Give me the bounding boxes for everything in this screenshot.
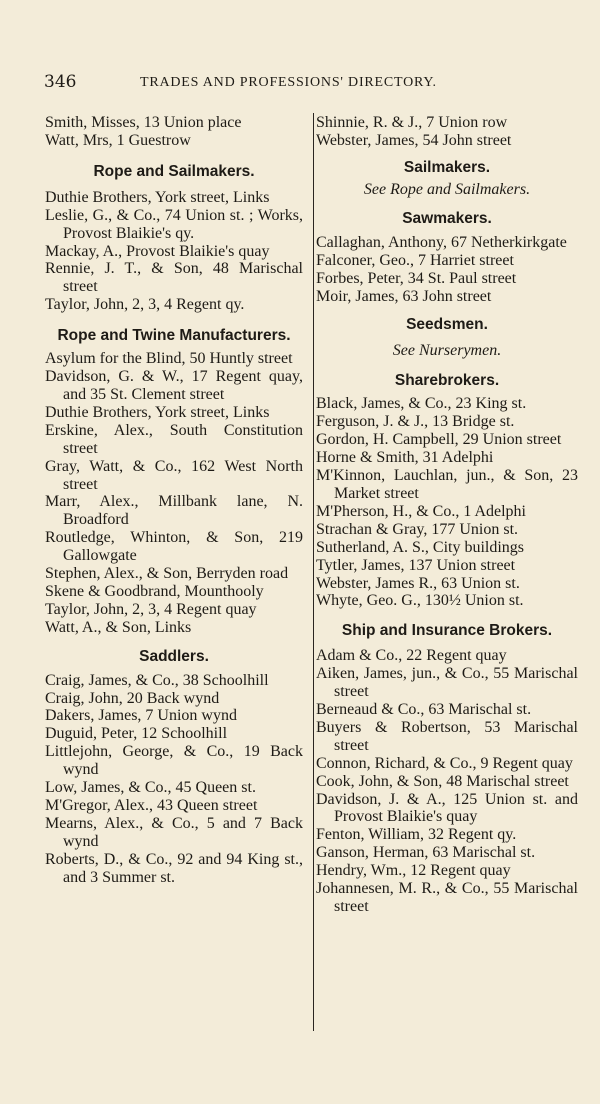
right-column [316,114,578,916]
listing-entry: Forbes, Peter, 34 St. Paul street [316,269,517,287]
section-heading-saddlers: Saddlers. [139,647,209,665]
listing-entry: Roberts, D., & Co., 92 and 94 King st., and 3 Summer st. [45,850,303,886]
listing-entry: Strachan & Gray, 177 Union st. [316,520,519,538]
listing-entry: Aiken, James, jun., & Co., 55 Marischal street [316,665,578,701]
section-heading-sharebrokers: Sharebrokers. [394,372,500,390]
listing-entry: Shinnie, R. & J., 7 Union row [316,114,508,131]
cross-reference: See Rope and Sailmakers. [363,180,531,198]
listing-entry: Whyte, Geo. G., 130½ Union st. [316,592,524,610]
listing-entry: Webster, James, 54 John street [316,131,512,149]
listing-entry: Davidson, G. & W., 17 Regent quay, and 35 St. Clement street [45,368,303,403]
listing-entry: Ganson, Herman, 63 Marischal st. [316,844,536,862]
listing-entry: Duthie Brothers, York street, Links [45,188,270,206]
page-number: 346 [44,72,77,92]
left-column [45,114,303,887]
column-divider [313,113,314,1031]
listing-entry: Skene & Goodbrand, Mounthooly [45,582,264,600]
listing-entry: Taylor, John, 2, 3, 4 Regent qy. [45,296,245,314]
listing-entry: Duthie Brothers, York street, Links [45,403,270,421]
listing-entry: Ferguson, J. & J., 13 Bridge st. [316,413,515,431]
listing-entry: Marr, Alex., Millbank lane, N. Broadford [45,493,303,529]
listing-entry: Erskine, Alex., South Constitution street [45,421,303,457]
listing-entry: Craig, James, & Co., 38 Schoolhill [45,671,269,689]
listing-entry: Cook, John, & Son, 48 Marischal street [316,772,569,790]
listing-entry: Asylum for the Blind, 50 Huntly street [45,350,293,368]
listing-entry: Adam & Co., 22 Regent quay [316,647,507,665]
listing-entry: Mearns, Alex., & Co., 5 and 7 Back wynd [45,814,303,850]
section-heading-sawmakers: Sawmakers. [402,209,492,227]
listing-entry: Webster, James R., 63 Union st. [316,574,520,592]
section-heading-ship-insurance: Ship and Insurance Brokers. [341,622,553,640]
cross-reference: See Nurserymen. [392,342,502,360]
listing-entry: Craig, John, 20 Back wynd [45,689,220,707]
listing-entry: Mackay, A., Provost Blaikie's quay [45,242,270,260]
listing-entry: Routledge, Whinton, & Son, 219 Gallowgate [45,529,303,565]
listing-entry: Falconer, Geo., 7 Harriet street [316,251,514,269]
listing-entry: Johannesen, M. R., & Co., 55 Marischal street [316,880,578,915]
page-header [44,72,564,96]
listing-entry: Tytler, James, 137 Union street [316,556,516,574]
section-heading-seedsmen: Seedsmen. [406,316,488,334]
listing-entry: Watt, Mrs, 1 Guestrow [45,131,191,149]
listing-entry: Connon, Richard, & Co., 9 Regent quay [316,754,573,772]
listing-entry: Rennie, J. T., & Son, 48 Marischal street [45,260,303,296]
listing-entry: Leslie, G., & Co., 74 Union st. ; Works, Provost Blaikie's qy. [45,206,303,242]
listing-entry: Watt, A., & Son, Links [45,618,192,636]
running-title: TRADES AND PROFESSIONS' DIRECTORY. [140,75,437,90]
listing-entry: Horne & Smith, 31 Adelphi [316,449,494,467]
listing-entry: Taylor, John, 2, 3, 4 Regent quay [45,600,257,618]
listing-entry: M'Kinnon, Lauchlan, jun., & Son, 23 Market street [316,467,578,502]
listing-entry: Hendry, Wm., 12 Regent quay [316,862,511,880]
listing-entry: Sutherland, A. S., City buildings [316,538,525,556]
listing-entry: Callaghan, Anthony, 67 Netherkirkgate [316,233,567,251]
listing-entry: Smith, Misses, 13 Union place [45,114,242,131]
listing-entry: Duguid, Peter, 12 Schoolhill [45,725,228,743]
listing-entry: Dakers, James, 7 Union wynd [45,707,237,725]
listing-entry: Gray, Watt, & Co., 162 West North street [45,457,303,493]
section-heading-sailmakers: Sailmakers. [403,158,491,176]
listing-entry: Littlejohn, George, & Co., 19 Back wynd [45,743,303,779]
section-heading-rope-sailmakers: Rope and Sailmakers. [93,162,255,180]
listing-entry: M'Pherson, H., & Co., 1 Adelphi [316,502,526,520]
listing-entry: Moir, James, 63 John street [316,287,492,305]
listing-entry: Gordon, H. Campbell, 29 Union street [316,431,562,449]
listing-entry: Low, James, & Co., 45 Queen st. [45,779,256,797]
listing-entry: Buyers & Robertson, 53 Marischal street [316,718,578,754]
listing-entry: Stephen, Alex., & Son, Berryden road [45,565,289,583]
listing-entry: M'Gregor, Alex., 43 Queen street [45,797,258,814]
listing-entry: Davidson, J. & A., 125 Union st. and Provost Blaikie's quay [316,790,578,826]
section-heading-rope-twine: Rope and Twine Manufacturers. [57,327,291,345]
listing-entry: Berneaud & Co., 63 Marischal st. [316,701,532,719]
listing-entry: Black, James, & Co., 23 King st. [316,395,527,413]
listing-entry: Fenton, William, 32 Regent qy. [316,826,517,844]
